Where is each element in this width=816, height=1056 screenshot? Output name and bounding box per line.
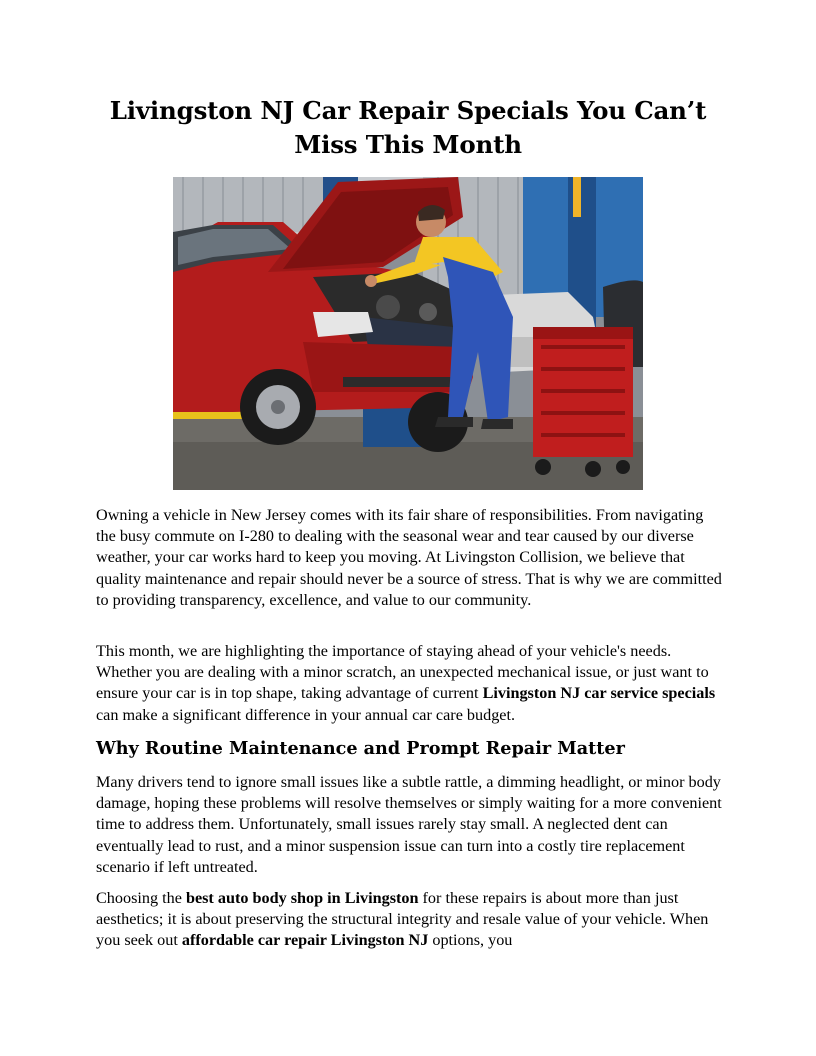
affordable-car-repair-keyword: affordable car repair Livingston NJ xyxy=(181,931,429,950)
body-shop-paragraph xyxy=(96,888,726,952)
best-auto-body-shop-keyword: best auto body shop in Livingston xyxy=(185,889,419,907)
section-heading-routine-maintenance: Why Routine Maintenance and Prompt Repair Matter xyxy=(96,738,625,759)
body-shop-paragraph-end: options, you xyxy=(428,931,513,950)
body-shop-paragraph-mid: for these repairs is about more than just aesthetics; it is about preserving the structural integrity and resale value of your vehicle. When you seek out xyxy=(96,889,709,950)
specials-paragraph-end: can make a significant difference in your annual car care budget. xyxy=(96,705,516,724)
small-issues-paragraph: Many drivers tend to ignore small issues like a subtle rattle, a dimming headlight, or minor body damage, hoping these problems will resolve themselves or simply waiting for a more convenient time to address them. Unfortunately, small issues rarely stay small. A neglected dent can eventually lead to rust, and a minor suspension issue can turn into a costly tire replacement scenario if left untreated. xyxy=(96,773,722,876)
specials-paragraph-start: This month, we are highlighting the importance of staying ahead of your vehicle's needs. Whether you are dealing with a minor scratch, an unexpected mechanical issue, or just want to ensure your car is in top shape, taking advantage of current xyxy=(96,642,709,703)
specials-paragraph xyxy=(96,641,726,726)
mechanic-repairing-red-car-image xyxy=(173,177,643,490)
car-service-specials-keyword: Livingston NJ car service specials xyxy=(482,684,716,703)
page-title: Livingston NJ Car Repair Specials You Can’t Miss This Month xyxy=(109,96,707,159)
intro-paragraph: Owning a vehicle in New Jersey comes with its fair share of responsibilities. From navigating the busy commute on I-280 to dealing with the seasonal wear and tear caused by our diverse weather, your car works hard to keep you moving. At Livingston Collision, we believe that quality maintenance and repair should never be a source of stress. That is why we are committed to providing transparency, excellence, and value to our community. xyxy=(96,506,722,609)
body-shop-paragraph-start: Choosing the xyxy=(96,889,186,907)
